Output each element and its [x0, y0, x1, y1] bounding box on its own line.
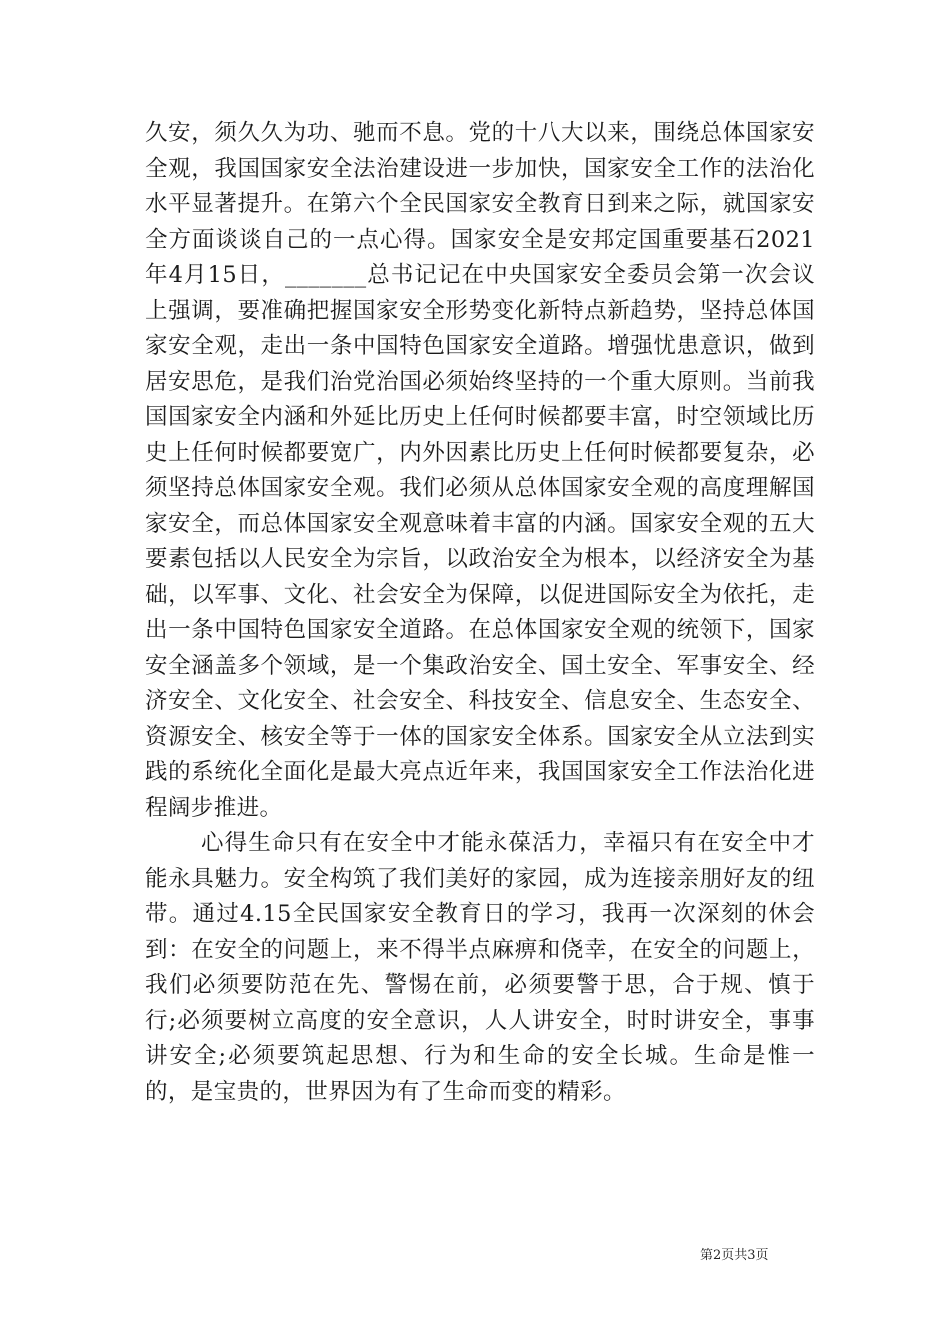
paragraph-national-security: 久安，须久久为功、驰而不息。党的十八大以来，围绕总体国家安全观，我国国家安全法治建设进一步加快，国家安全工作的法治化水平显著提升。在第六个全民国家安全教育日到来之际，就国家安全方面谈谈自己的一点心得。国家安全是安邦定国重要基石2021年4月15日，_______总书记记在中央国家安全委员会第一次会议上强调，要准确把握国家安全形势变化新特点新趋势，坚持总体国家安全观，走出一条中国特色国家安全道路。增强忧患意识，做到居安思危，是我们治党治国必须始终坚持的一个重大原则。当前我国国家安全内涵和外延比历史上任何时候都要丰富，时空领域比历史上任何时候都要宽广，内外因素比历史上任何时候都要复杂，必须坚持总体国家安全观。我们必须从总体国家安全观的高度理解国家安全，而总体国家安全观意味着丰富的内涵。国家安全观的五大要素包括以人民安全为宗旨，以政治安全为根本，以经济安全为基础，以军事、文化、社会安全为保障，以促进国际安全为依托，走出一条中国特色国家安全道路。在总体国家安全观的统领下，国家安全涵盖多个领域，是一个集政治安全、国土安全、军事安全、经济安全、文化安全、社会安全、科技安全、信息安全、生态安全、资源安全、核安全等于一体的国家安全体系。国家安全从立法到实践的系统化全面化是最大亮点近年来，我国国家安全工作法治化进程阔步推进。 [145, 120, 815, 821]
page-number-footer: 第2页共3页 [700, 1248, 769, 1263]
paragraph-reflection: 心得生命只有在安全中才能永葆活力，幸福只有在安全中才能永具魅力。安全构筑了我们美好的家园，成为连接亲朋好友的纽带。通过4.15全民国家安全教育日的学习，我再一次深刻的休会到：在安全的问题上，来不得半点麻痹和侥幸，在安全的问题上，我们必须要防范在先、警惕在前，必须要警于思，合于规、慎于行;必须要树立高度的安全意识，人人讲安全，时时讲安全，事事讲安全;必须要筑起思想、行为和生命的安全长城。生命是惟一的，是宝贵的，世界因为有了生命而变的精彩。 [145, 830, 815, 1105]
document-body [145, 116, 815, 1110]
